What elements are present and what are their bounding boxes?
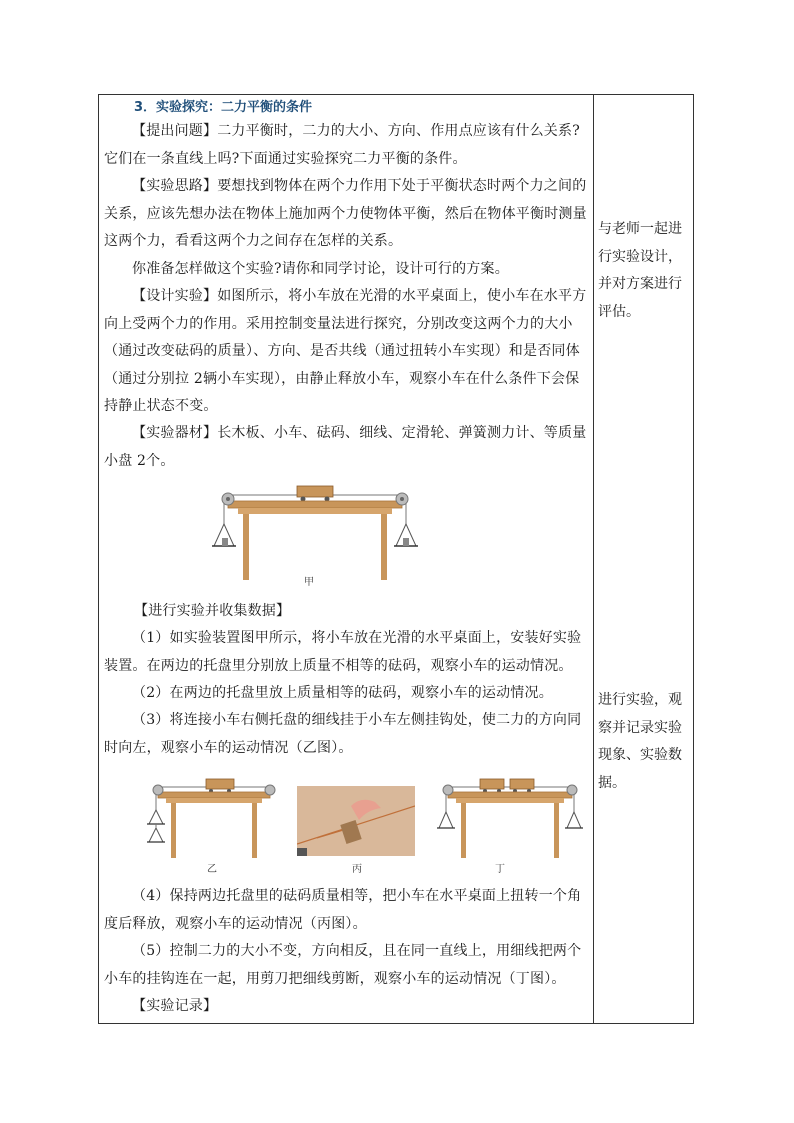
figure-caption-yi: 乙 bbox=[207, 864, 217, 875]
step-5: （5）控制二力的大小不变，方向相反，且在同一直线上，用细线把两个小车的挂钩连在一起，用剪刀把细线剪断，观察小车的运动情况（丁图）。 bbox=[104, 943, 582, 987]
step-4: （4）保持两边托盘里的砝码质量相等，把小车在水平桌面上扭转一个角度后释放，观察小车的运动情况（丙图）。 bbox=[104, 888, 582, 932]
figure-caption-ding: 丁 bbox=[495, 864, 505, 875]
record-title: 【实验记录】 bbox=[132, 998, 218, 1014]
figure-apparatus-yi bbox=[144, 776, 280, 858]
step-3: （3）将连接小车右侧托盘的细线挂于小车左侧挂钩处，使二力的方向同时向左，观察小车的运动情况（乙图）。 bbox=[104, 712, 582, 756]
paragraph-design: 【设计实验】如图所示，将小车放在光滑的水平桌面上，使小车在水平方向上受两个力的作用。采用控制变量法进行探究，分别改变这两个力的大小（通过改变砝码的质量）、方向、是否共线（通过扭转小车实现）和是否同体（通过分别拉 2辆小车实现），由静止释放小车，观察小车在什么条件下会保持静止状态不变。 bbox=[104, 288, 587, 414]
paragraph-discuss: 你准备怎样做这个实验?请你和同学讨论，设计可行的方案。 bbox=[132, 261, 509, 277]
section-procedure-title: 【进行实验并收集数据】 bbox=[134, 603, 291, 619]
section-title: 3．实验探究：二力平衡的条件 bbox=[134, 100, 313, 115]
paragraph-idea: 【实验思路】要想找到物体在两个力作用下处于平衡状态时两个力之间的关系，应该先想办法在物体上施加两个力使物体平衡，然后在物体平衡时测量这两个力，看看这两个力之间存在怎样的关系。 bbox=[104, 178, 587, 249]
step-1: （1）如实验装置图甲所示，将小车放在光滑的水平桌面上，安装好实验装置。在两边的托盘里分别放上质量不相等的砝码，观察小车的运动情况。 bbox=[104, 630, 582, 674]
paragraph-question: 【提出问题】二力平衡时，二力的大小、方向、作用点应该有什么关系?它们在一条直线上吗?下面通过实验探究二力平衡的条件。 bbox=[104, 123, 580, 167]
figure-caption-bing: 丙 bbox=[352, 864, 362, 875]
figure-caption-main: 甲 bbox=[304, 577, 314, 588]
right-note-experiment: 进行实验，观察并记录实验现象、实验数据。 bbox=[598, 692, 682, 791]
paragraph-equipment: 【实验器材】长木板、小车、砝码、细线、定滑轮、弹簧测力计、等质量小盘 2个。 bbox=[104, 425, 587, 469]
figure-apparatus-ding bbox=[436, 776, 584, 858]
column-divider bbox=[593, 94, 594, 1024]
step-2: （2）在两边的托盘里放上质量相等的砝码，观察小车的运动情况。 bbox=[132, 685, 553, 701]
figure-photo-bing bbox=[297, 786, 415, 856]
right-note-design: 与老师一起进行实验设计，并对方案进行评估。 bbox=[598, 221, 682, 320]
figure-apparatus-main bbox=[210, 482, 420, 582]
